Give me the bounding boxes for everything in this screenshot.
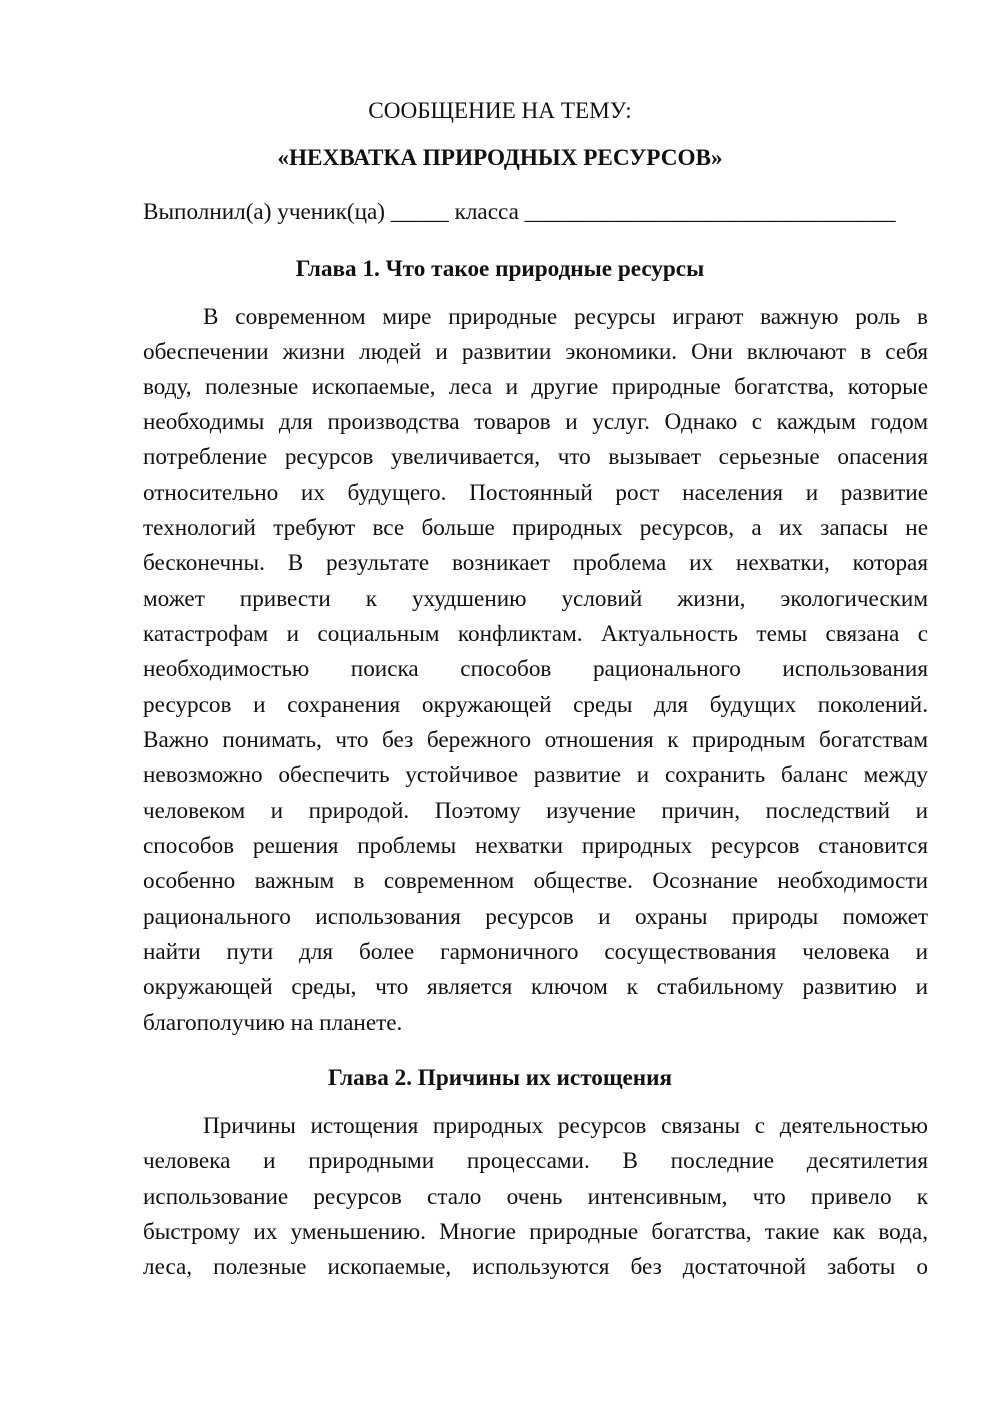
paragraph-line: бесконечны. В результате возникает проблема их нехватки, которая [143,550,928,576]
document-subtitle: «НЕХВАТКА ПРИРОДНЫХ РЕСУРСОВ» [277,145,723,171]
paragraph-line: человеком и природой. Поэтому изучение причин, последствий и [143,798,928,824]
paragraph-line: благополучию на планете. [143,1010,403,1036]
document-title: СООБЩЕНИЕ НА ТЕМУ: [368,98,632,124]
paragraph-line: необходимостью поиска способов рационального использования [143,656,928,682]
paragraph-line: способов решения проблемы нехватки природных ресурсов становится [143,833,928,859]
paragraph-line: особенно важным в современном обществе. Осознание необходимости [143,868,928,894]
author-line: Выполнил(а) ученик(ца) _____ класса ________________________________ [143,199,896,225]
paragraph-line: быстрому их уменьшению. Многие природные богатства, такие как вода, [143,1219,928,1245]
paragraph-line: необходимы для производства товаров и услуг. Однако с каждым годом [143,409,928,435]
paragraph-line: человека и природными процессами. В последние десятилетия [143,1148,928,1174]
paragraph-line: Важно понимать, что без бережного отношения к природным богатствам [143,727,928,753]
paragraph-line: использование ресурсов стало очень интенсивным, что привело к [143,1184,928,1210]
paragraph-line: ресурсов и сохранения окружающей среды для будущих поколений. [143,692,928,718]
paragraph-line: относительно их будущего. Постоянный рост населения и развитие [143,480,928,506]
paragraph-line: обеспечении жизни людей и развитии экономики. Они включают в себя [143,339,928,365]
paragraph-line: В современном мире природные ресурсы играют важную роль в [203,304,928,330]
paragraph-line: леса, полезные ископаемые, используются без достаточной заботы о [143,1254,928,1280]
paragraph-line: Причины истощения природных ресурсов связаны с деятельностью [203,1113,928,1139]
chapter-1-heading: Глава 1. Что такое природные ресурсы [295,256,705,282]
paragraph-line: воду, полезные ископаемые, леса и другие природные богатства, которые [143,374,928,400]
paragraph-line: рационального использования ресурсов и охраны природы поможет [143,904,928,930]
paragraph-line: окружающей среды, что является ключом к стабильному развитию и [143,974,928,1000]
paragraph-line: может привести к ухудшению условий жизни, экологическим [143,586,928,612]
paragraph-line: технологий требуют все больше природных ресурсов, а их запасы не [143,515,928,541]
paragraph-line: невозможно обеспечить устойчивое развитие и сохранить баланс между [143,762,928,788]
paragraph-line: найти пути для более гармоничного сосуществования человека и [143,939,928,965]
paragraph-line: потребление ресурсов увеличивается, что вызывает серьезные опасения [143,444,928,470]
chapter-2-heading: Глава 2. Причины их истощения [327,1065,673,1091]
paragraph-line: катастрофам и социальным конфликтам. Актуальность темы связана с [143,621,928,647]
